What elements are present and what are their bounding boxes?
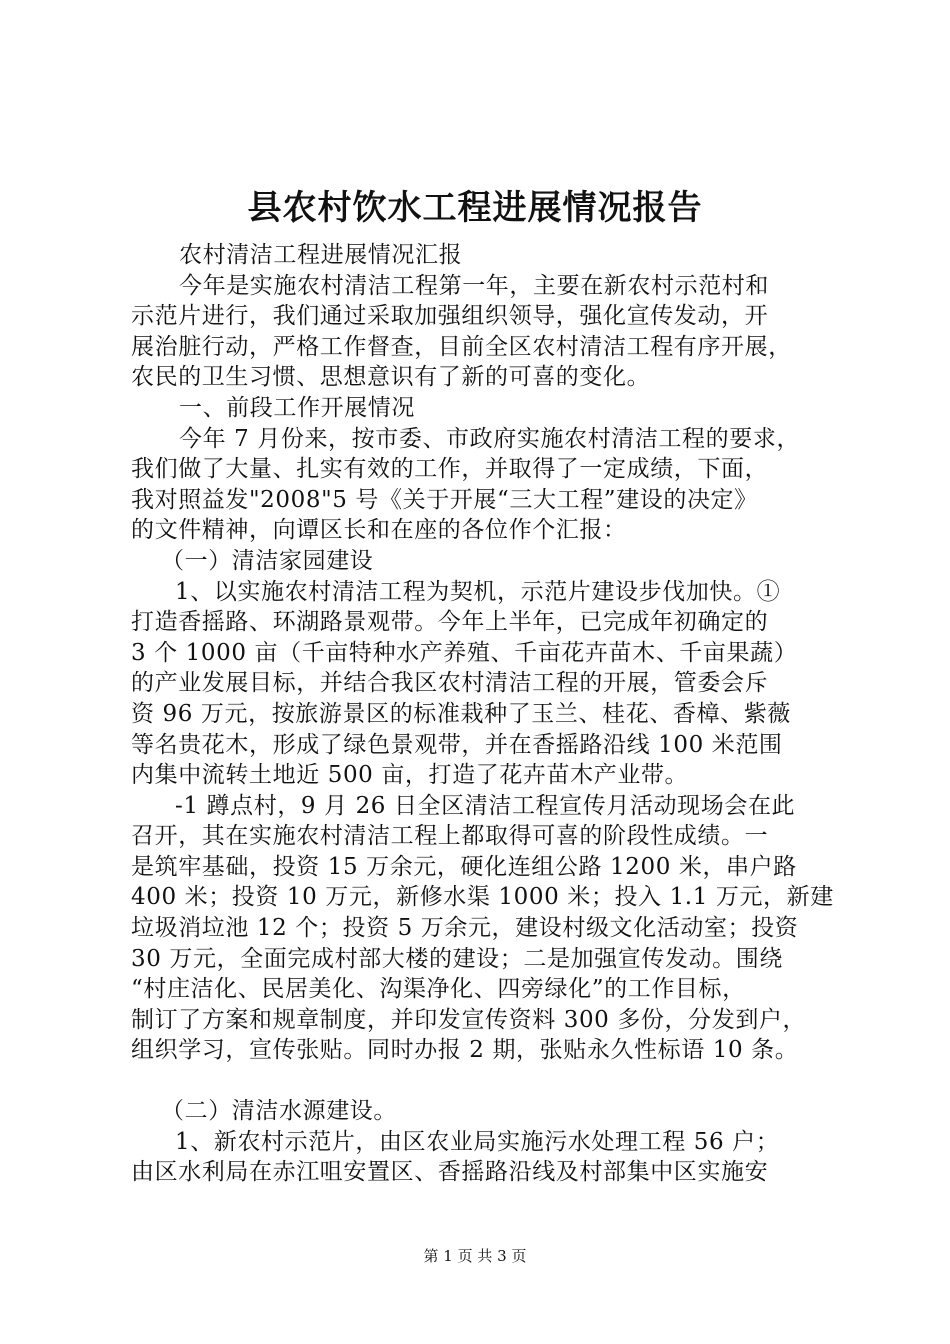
paragraph-line: 农民的卫生习惯、思想意识有了新的可喜的变化。 (131, 364, 651, 391)
paragraph-line: -1 蹲点村，9 月 26 日全区清洁工程宣传月活动现场会在此 (175, 792, 796, 819)
page-footer: 第 1 页 共 3 页 (423, 1247, 527, 1265)
paragraph-line: 组织学习，宣传张贴。同时办报 2 期，张贴永久性标语 10 条。 (131, 1037, 799, 1064)
paragraph-line: 3 个 1000 亩（千亩特种水产养殖、千亩花卉苗木、千亩果蔬） (131, 639, 798, 666)
document-body (131, 240, 843, 1188)
paragraph-line: 是筑牢基础，投资 15 万余元，硬化连组公路 1200 米，串户路 (131, 853, 797, 880)
paragraph-line: 制订了方案和规章制度，并印发宣传资料 300 多份，分发到户， (131, 1006, 807, 1033)
section-heading: 一、前段工作开展情况 (179, 394, 415, 421)
paragraph-line: 召开，其在实施农村清洁工程上都取得可喜的阶段性成绩。一 (131, 823, 769, 850)
paragraph-line: “村庄洁化、民居美化、沟渠净化、四旁绿化”的工作目标， (131, 976, 746, 1003)
subsection-heading: （二）清洁水源建设。 (161, 1098, 397, 1125)
paragraph-line: 30 万元，全面完成村部大楼的建设；二是加强宣传发动。围绕 (131, 945, 783, 972)
paragraph-line: 垃圾消垃池 12 个；投资 5 万余元，建设村级文化活动室；投资 (131, 915, 799, 942)
paragraph-line: 资 96 万元，按旅游景区的标准栽种了玉兰、桂花、香樟、紫薇 (131, 700, 791, 727)
subtitle-line: 农村清洁工程进展情况汇报 (179, 242, 463, 268)
paragraph-line: 等名贵花木，形成了绿色景观带，并在香摇路沿线 100 米范围 (131, 731, 783, 758)
paragraph-line: 今年 7 月份来，按市委、市政府实施农村清洁工程的要求， (179, 425, 801, 452)
paragraph-line: 的产业发展目标，并结合我区农村清洁工程的开展，管委会斥 (131, 670, 769, 697)
paragraph-line: 的文件精神，向谭区长和在座的各位作个汇报： (131, 517, 627, 544)
paragraph-line: 内集中流转土地近 500 亩，打造了花卉苗木产业带。 (131, 762, 689, 789)
paragraph-line: 由区水利局在赤江咀安置区、香摇路沿线及村部集中区实施安 (131, 1159, 769, 1186)
paragraph-line: 展治脏行动，严格工作督查，目前全区农村清洁工程有序开展， (131, 333, 792, 360)
paragraph-line: 今年是实施农村清洁工程第一年，主要在新农村示范村和 (179, 272, 769, 299)
paragraph-line: 1、以实施农村清洁工程为契机，示范片建设步伐加快。① (175, 578, 781, 605)
paragraph-line: 我对照益发"2008"5 号《关于开展“三大工程”建设的决定》 (131, 486, 758, 513)
paragraph-line: 打造香摇路、环湖路景观带。今年上半年，已完成年初确定的 (131, 609, 769, 636)
paragraph-gap (131, 1066, 843, 1096)
document-title: 县农村饮水工程进展情况报告 (247, 188, 703, 228)
paragraph-line: 400 米；投资 10 万元，新修水渠 1000 米；投入 1.1 万元，新建 (131, 884, 834, 911)
paragraph-line: 示范片进行，我们通过采取加强组织领导，强化宣传发动，开 (131, 303, 769, 330)
subsection-heading: （一）清洁家园建设 (161, 547, 374, 574)
paragraph-line: 我们做了大量、扎实有效的工作，并取得了一定成绩，下面， (131, 456, 769, 483)
paragraph-line: 1、新农村示范片，由区农业局实施污水处理工程 56 户； (175, 1128, 780, 1155)
